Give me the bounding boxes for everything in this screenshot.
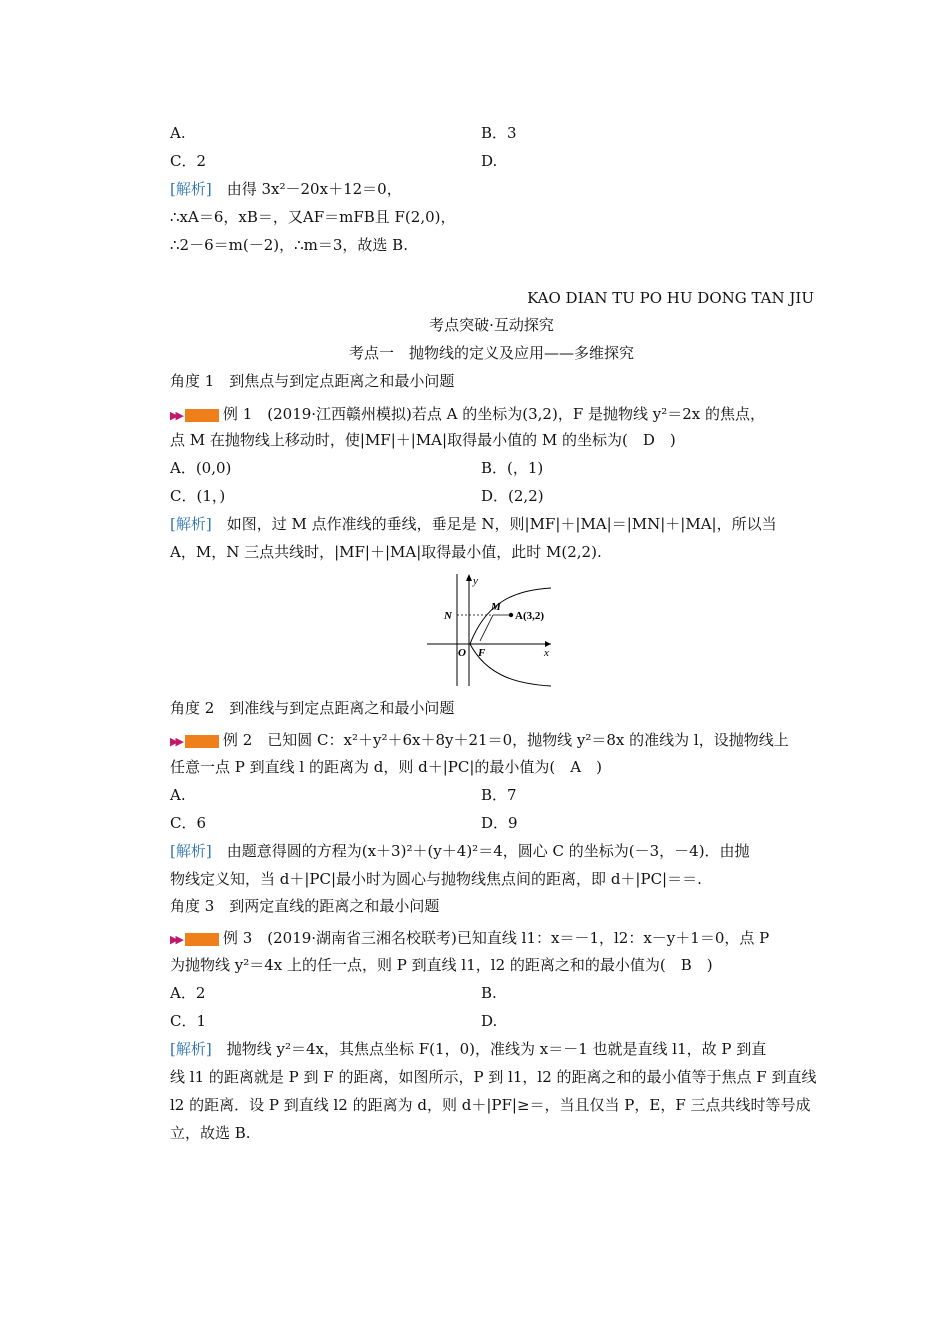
example3-question-cont: 为抛物线 y²＝4x 上的任一点，则 P 到直线 l1，l2 的距离之和的最小值为( B ) [170,956,713,974]
y-label: y [473,575,478,587]
option-d: D．(2,2) [481,487,544,505]
example-label: 例 2 [222,731,253,749]
example1-question-cont: 点 M 在抛物线上移动时，使|MF|＋|MA|取得最小值的 M 的坐标为( D ) [170,431,676,449]
analysis-line: 物线定义知，当 d＋|PC|最小时为圆心与抛物线焦点间的距离，即 d＋|PC|＝＝. [170,870,702,888]
x-label: x [544,647,549,659]
analysis-line [170,514,777,534]
option-b: B．(，1) [481,459,544,477]
option-d: D. [481,1012,498,1030]
option-d: D．9 [481,814,518,832]
option-a: A．(0,0) [170,459,232,477]
analysis-line: l2 的距离．设 P 到直线 l2 的距离为 d，则 d＋|PF|≥＝，当且仅当 P，E，F 三点共线时等号成 [170,1096,811,1114]
question-text: 已知圆 C：x²＋y²＋6x＋8y＋21＝0，抛物线 y²＝8x 的准线为 l，设抛物线上 [267,731,789,749]
example-label: 例 1 [222,405,253,423]
option-b: B．7 [481,786,517,804]
orange-marker-icon [185,409,219,422]
analysis-line: A，M，N 三点共线时，|MF|＋|MA|取得最小值，此时 M(2,2). [170,543,602,561]
n-label: N [444,610,452,622]
a-label: A(3,2) [515,610,545,622]
analysis-text: 由题意得圆的方程为(x＋3)²＋(y＋4)²＝4，圆心 C 的坐标为(－3，－4)．由抛 [226,842,750,860]
o-label: O [458,647,466,659]
analysis-text: 如图，过 M 点作准线的垂线，垂足是 N，则|MF|＋|MA|＝|MN|＋|MA|，所以当 [226,515,777,533]
example3-question [170,928,769,950]
double-arrow-icon: ▶▶ [170,408,181,422]
analysis-text: 抛物线 y²＝4x，其焦点坐标 F(1，0)，准线为 x＝－1 也就是直线 l1，故 P 到直 [226,1040,767,1058]
section-subtitle: 考点一 抛物线的定义及应用——多维探究 [348,344,634,362]
analysis-line: ∴2－6＝m(－2)，∴m＝3，故选 B. [170,236,408,254]
example2-question [170,730,789,752]
example-label: 例 3 [222,929,253,947]
angle2-title: 角度 2 到准线与到定点距离之和最小问题 [170,699,455,717]
analysis-line [170,1039,766,1059]
analysis-text: 由得 3x²－20x＋12＝0， [226,180,402,198]
point-a [509,613,513,617]
analysis-line [170,179,402,199]
angle3-title: 角度 3 到两定直线的距离之和最小问题 [170,897,440,915]
analysis-line: ∴xA＝6，xB＝，又AF＝mFB且 F(2,0)， [170,208,456,226]
analysis-tag: [解析] [170,1040,212,1058]
double-arrow-icon: ▶▶ [170,932,181,946]
segment-fm [480,615,493,641]
example-badge [170,929,219,950]
question-text: (2019·湖南省三湘名校联考)已知直线 l1：x＝－1，l2：x－y＋1＝0，点 P [267,929,770,947]
y-axis-arrow-icon [466,574,472,581]
example-badge [170,731,219,752]
f-label: F [478,647,486,659]
analysis-line: 立，故选 B. [170,1124,251,1142]
example1-question [170,404,765,426]
analysis-tag: [解析] [170,180,212,198]
option-a: A. [170,124,186,142]
option-b: B. [481,984,497,1002]
angle1-title: 角度 1 到焦点与到定点距离之和最小问题 [170,372,455,390]
option-a: A．2 [170,984,206,1002]
option-c: C．(1，) [170,487,226,505]
orange-marker-icon [185,933,219,946]
double-arrow-icon: ▶▶ [170,734,181,748]
question-text: (2019·江西赣州模拟)若点 A 的坐标为(3,2)，F 是抛物线 y²＝2x 的焦点， [267,405,766,423]
option-c: C．6 [170,814,207,832]
example2-question-cont: 任意一点 P 到直线 l 的距离为 d，则 d＋|PC|的最小值为( A ) [170,758,602,776]
option-c: C．1 [170,1012,207,1030]
section-pinyin: KAO DIAN TU PO HU DONG TAN JIU [527,289,814,307]
analysis-tag: [解析] [170,515,212,533]
option-a: A. [170,786,186,804]
example-badge [170,405,219,426]
orange-marker-icon [185,735,219,748]
option-b: B．3 [481,124,517,142]
section-title: 考点突破·互动探究 [429,316,554,334]
analysis-line [170,841,750,861]
option-d: D. [481,152,498,170]
analysis-tag: [解析] [170,842,212,860]
parabola-figure [427,572,557,687]
analysis-line: 线 l1 的距离就是 P 到 F 的距离，如图所示，P 到 l1，l2 的距离之和的最小值等于焦点 F 到直线 [170,1068,817,1086]
m-label: M [491,601,501,613]
option-c: C．2 [170,152,207,170]
